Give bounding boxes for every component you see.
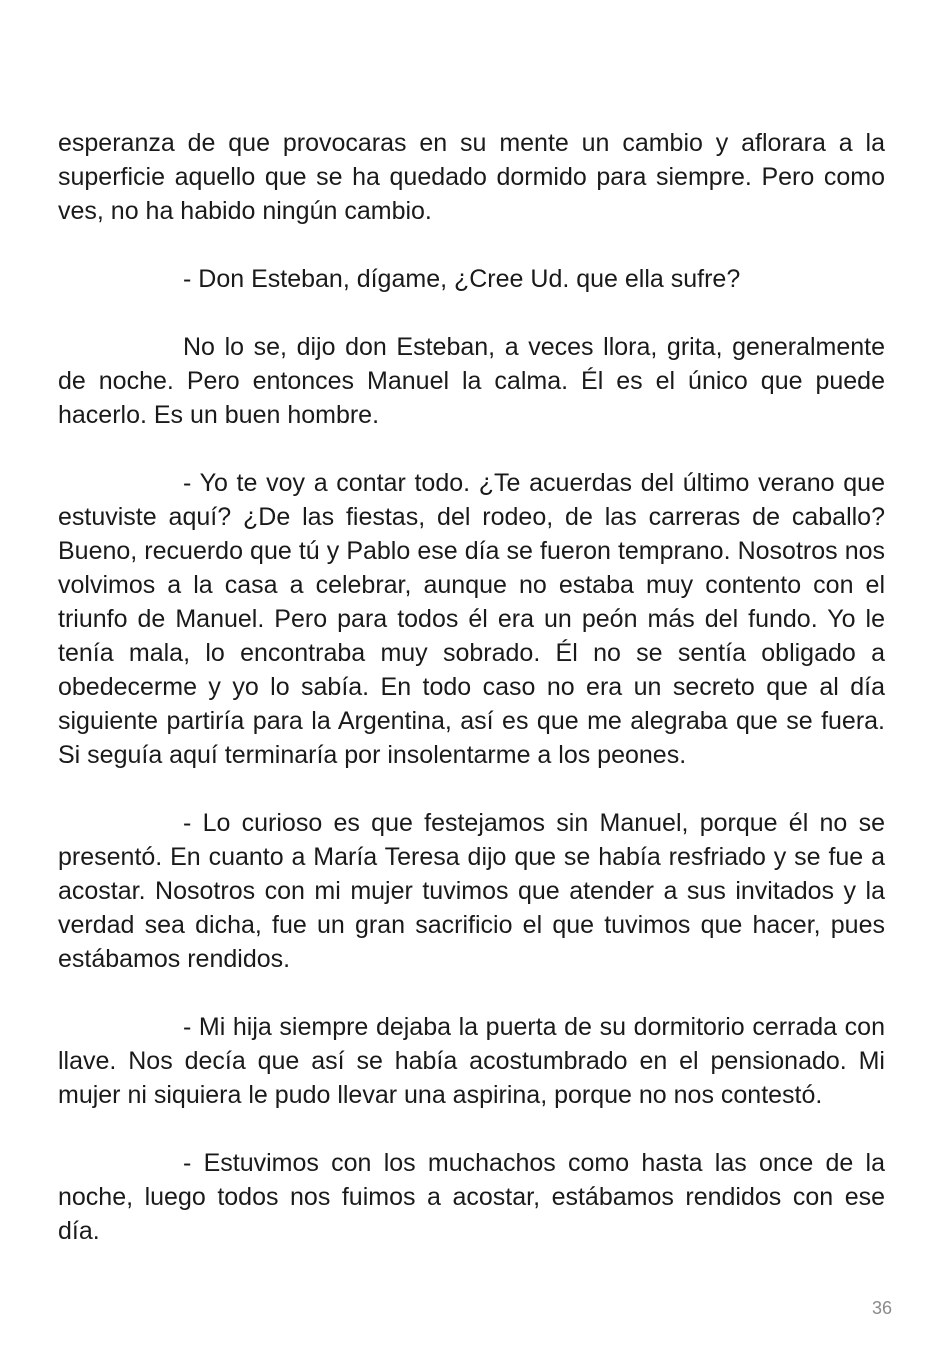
paragraph-3: No lo se, dijo don Esteban, a veces llora, grita, generalmente de noche. Pero entonces Manuel la calma. Él es el único que puede hacerlo. Es un buen hombre. xyxy=(58,333,885,429)
paragraph-5: - Lo curioso es que festejamos sin Manuel, porque él no se presentó. En cuanto a María Teresa dijo que se había resfriado y se fue a acostar. Nosotros con mi mujer tuvimos que atender a sus invitados y la verdad sea dicha, fue un gran sacrificio el que tuvimos que hacer, pues estábamos rendidos. xyxy=(58,809,885,973)
paragraph-7: - Estuvimos con los muchachos como hasta las once de la noche, luego todos nos fuimos a acostar, estábamos rendidos con ese día. xyxy=(58,1149,885,1245)
document-body xyxy=(58,126,885,1248)
paragraph-6: - Mi hija siempre dejaba la puerta de su dormitorio cerrada con llave. Nos decía que así se había acostumbrado en el pensionado. Mi mujer ni siquiera le pudo llevar una aspirina, porque no nos contestó. xyxy=(58,1013,885,1109)
page-number: 36 xyxy=(871,1298,892,1318)
paragraph-4: - Yo te voy a contar todo. ¿Te acuerdas del último verano que estuviste aquí? ¿De las fiestas, del rodeo, de las carreras de caballo? Bueno, recuerdo que tú y Pablo ese día se fueron temprano. Nosotros nos volvimos a la casa a celebrar, aunque no estaba muy contento con el triunfo de Manuel. Pero para todos él era un peón más del fundo. Yo le tenía mala, lo encontraba muy sobrado. Él no se sentía obligado a obedecerme y yo lo sabía. En todo caso no era un secreto que al día siguiente partiría para la Argentina, así es que me alegraba que se fuera. Si seguía aquí terminaría por insolentarme a los peones. xyxy=(58,469,885,769)
paragraph-1: esperanza de que provocaras en su mente un cambio y aflorara a la superficie aquello que se ha quedado dormido para siempre. Pero como ves, no ha habido ningún cambio. xyxy=(58,129,885,225)
paragraph-2: - Don Esteban, dígame, ¿Cree Ud. que ella sufre? xyxy=(183,265,741,293)
